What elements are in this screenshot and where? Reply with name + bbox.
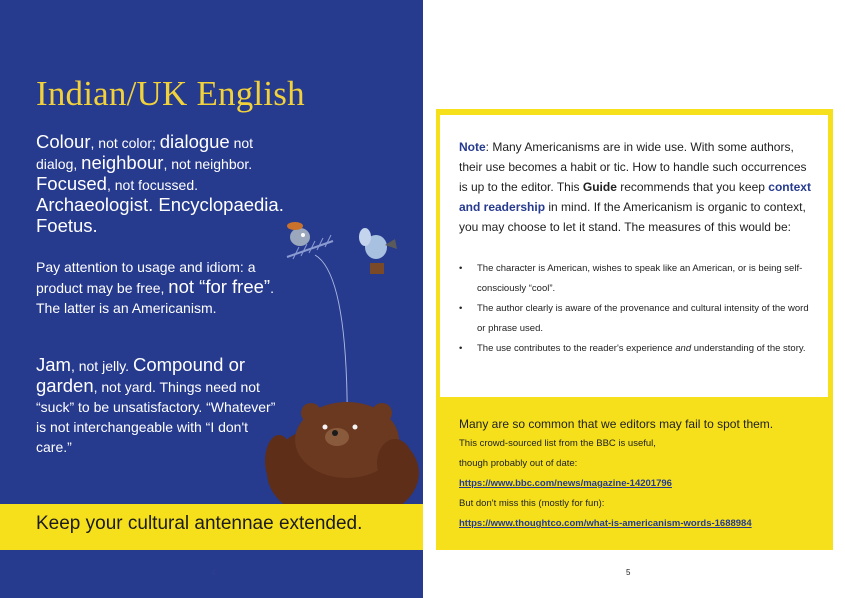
context-emphasis: context and readership — [459, 180, 811, 214]
note-label: Note — [459, 140, 486, 154]
body-text: Pay attention to usage and idiom: a product may be free, — [36, 259, 256, 296]
bullet-icon: • — [459, 343, 463, 354]
bear-illustration — [255, 215, 425, 507]
bullet-text: The author clearly is aware of the provenance and cultural intensity of the word or phrase used. — [477, 303, 809, 334]
list-item — [459, 299, 811, 339]
emphasized-term: Focused — [36, 173, 107, 194]
body-text: , not jelly. — [70, 358, 133, 374]
resources-lead: Many are so common that we editors may fail to spot them. — [459, 417, 774, 431]
note-box — [440, 115, 828, 397]
bullet-text-end: understanding of the story. — [691, 343, 806, 354]
note-text-1: : Many Americanisms are in wide use. With some authors, their use becomes a habit or tic. How to handle such occurrences is up to the editor. This — [459, 140, 807, 194]
idiom-note — [36, 257, 276, 318]
emphasized-term: Compound or garden — [36, 354, 246, 396]
emphasized-term: Colour — [36, 131, 91, 152]
bullet-emphasis: and — [675, 343, 692, 354]
note-text-3: in mind. If the Americanism is organic to context, you may choose to let it stand. The measures of this would be: — [459, 200, 806, 234]
guide-word: Guide — [582, 180, 617, 194]
bird-icon — [287, 222, 310, 246]
bird-icon — [359, 228, 397, 274]
vocabulary-examples — [36, 355, 276, 457]
bullet-text: The use contributes to the reader's experience — [477, 343, 676, 354]
banner-text: Keep your cultural antennae extended. — [36, 513, 363, 534]
page-number-right: 5 — [626, 568, 631, 577]
bbc-caveat: though probably out of date: — [459, 458, 578, 469]
note-text-2: recommends that you keep — [616, 180, 769, 194]
emphasized-term: neighbour — [81, 152, 164, 173]
bullet-list — [459, 259, 811, 359]
emphasized-term: not “for free” — [168, 276, 271, 297]
americanism-resources — [459, 414, 819, 534]
thoughtco-intro: But don't miss this (mostly for fun): — [459, 498, 605, 509]
list-item — [459, 259, 811, 299]
page-title: Indian/UK English — [36, 74, 305, 113]
body-text: , not focussed. — [106, 177, 199, 193]
bbc-intro: This crowd-sourced list from the BBC is useful, — [459, 438, 656, 449]
body-text: , not neighbor. — [163, 156, 253, 172]
body-text: not dialog, — [36, 135, 254, 172]
body-text: , not color; — [90, 135, 160, 151]
thoughtco-link[interactable]: https://www.thoughtco.com/what-is-americanism-words-1688984 — [459, 518, 752, 529]
emphasized-term: Archaeologist. Encyclopaedia. Foetus. — [36, 194, 284, 236]
body-text: . The latter is an Americanism. — [36, 280, 274, 316]
bbc-link[interactable]: https://www.bbc.com/news/magazine-14201796 — [459, 478, 672, 489]
emphasized-term: dialogue — [159, 131, 230, 152]
bullet-icon: • — [459, 303, 463, 314]
bullet-text: The character is American, wishes to speak like an American, or is being self-consciously “cool”. — [477, 263, 803, 294]
body-text: , not yard. Things need not “suck” to be unsatisfactory. “Whatever” is not interchangeable with “I don't care.” — [36, 379, 276, 455]
list-item — [459, 339, 811, 359]
spelling-examples — [36, 132, 286, 237]
bear-icon — [265, 402, 419, 507]
emphasized-term: Jam — [36, 354, 71, 375]
bullet-icon: • — [459, 263, 463, 274]
page-number-left: 4 — [211, 568, 216, 577]
note-paragraph — [459, 137, 811, 237]
